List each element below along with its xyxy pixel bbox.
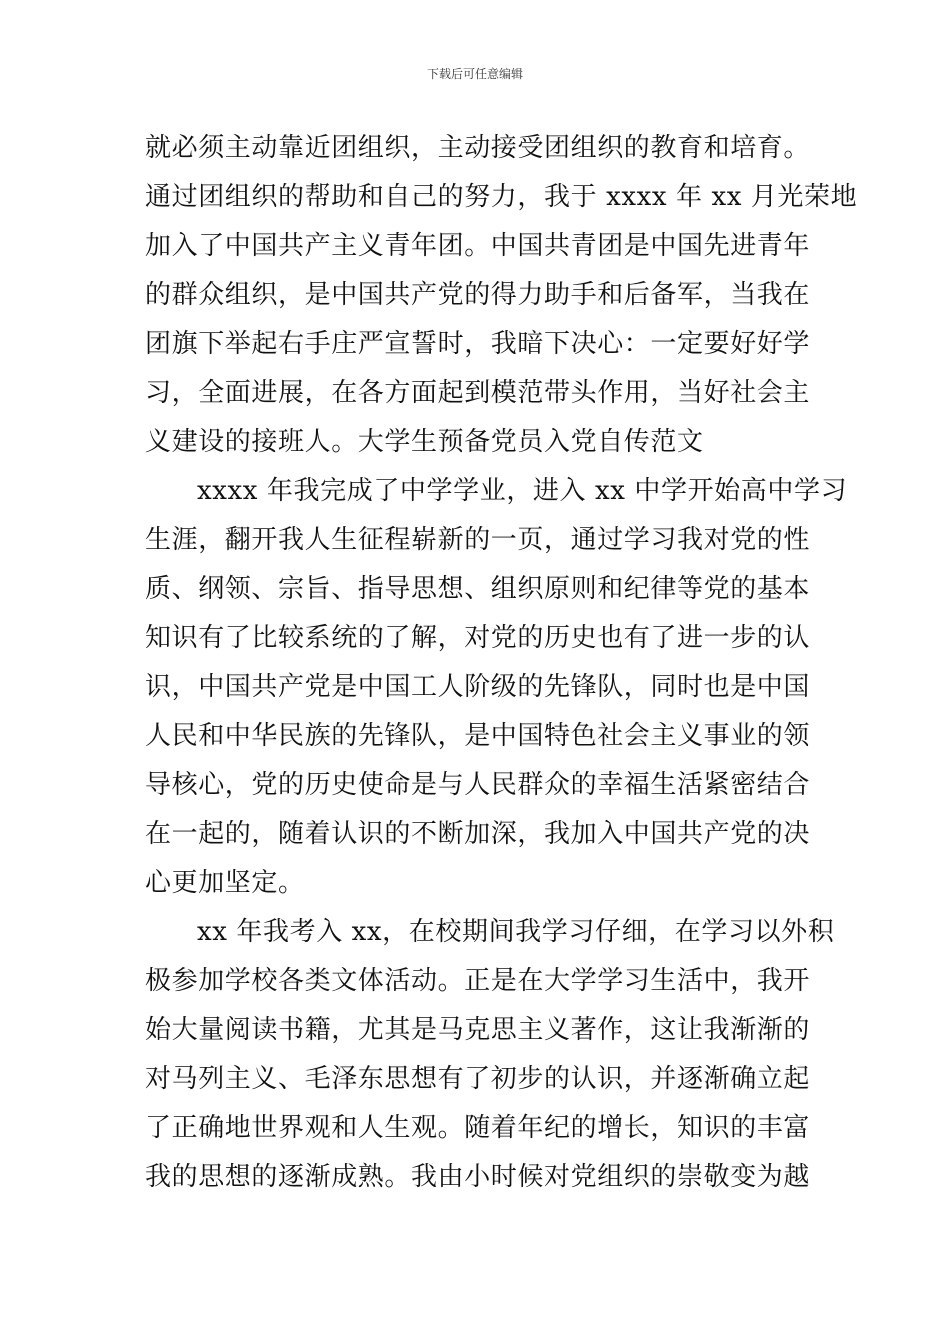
- text-line: 习，全面进展，在各方面起到模范带头作用，当好社会主: [145, 378, 811, 408]
- text-line: 人民和中华民族的先锋队，是中国特色社会主义事业的领: [145, 721, 811, 751]
- text-line: 了正确地世界观和人生观。随着年纪的增长，知识的丰富: [145, 1113, 811, 1143]
- text-line: 我的思想的逐渐成熟。我由小时候对党组织的崇敬变为越: [145, 1162, 811, 1192]
- text-line: 的群众组织，是中国共产党的得力助手和后备军，当我在: [145, 280, 811, 310]
- text-line: 通过团组织的帮助和自己的努力，我于 xxxx 年 xx 月光荣地: [145, 182, 858, 212]
- text-line: 识，中国共产党是中国工人阶级的先锋队，同时也是中国: [145, 672, 811, 702]
- text-line: 质、纲领、宗旨、指导思想、组织原则和纪律等党的基本: [145, 574, 811, 604]
- text-line: 生涯，翻开我人生征程崭新的一页，通过学习我对党的性: [145, 525, 811, 555]
- text-line: 心更加坚定。: [145, 868, 305, 898]
- text-line: 始大量阅读书籍，尤其是马克思主义著作，这让我渐渐的: [145, 1015, 811, 1045]
- text-line: 义建设的接班人。大学生预备党员入党自传范文: [145, 427, 704, 457]
- text-line: 极参加学校各类文体活动。正是在大学学习生活中，我开: [145, 966, 811, 996]
- page-header: 下载后可任意编辑: [426, 67, 523, 81]
- paragraph-first-line: xxxx 年我完成了中学学业，进入 xx 中学开始高中学习: [197, 476, 848, 506]
- text-line: 就必须主动靠近团组织，主动接受团组织的教育和培育。: [145, 133, 811, 163]
- document-body: [145, 124, 858, 1202]
- text-line: 知识有了比较系统的了解，对党的历史也有了进一步的认: [145, 623, 811, 653]
- text-line: 导核心，党的历史使命是与人民群众的幸福生活紧密结合: [145, 770, 811, 800]
- text-line: 团旗下举起右手庄严宣誓时，我暗下决心：一定要好好学: [145, 329, 811, 359]
- text-line: 对马列主义、毛泽东思想有了初步的认识，并逐渐确立起: [145, 1064, 811, 1094]
- text-line: 在一起的，随着认识的不断加深，我加入中国共产党的决: [145, 819, 811, 849]
- paragraph-first-line: xx 年我考入 xx，在校期间我学习仔细，在学习以外积: [197, 917, 835, 947]
- text-line: 加入了中国共产主义青年团。中国共青团是中国先进青年: [145, 231, 811, 261]
